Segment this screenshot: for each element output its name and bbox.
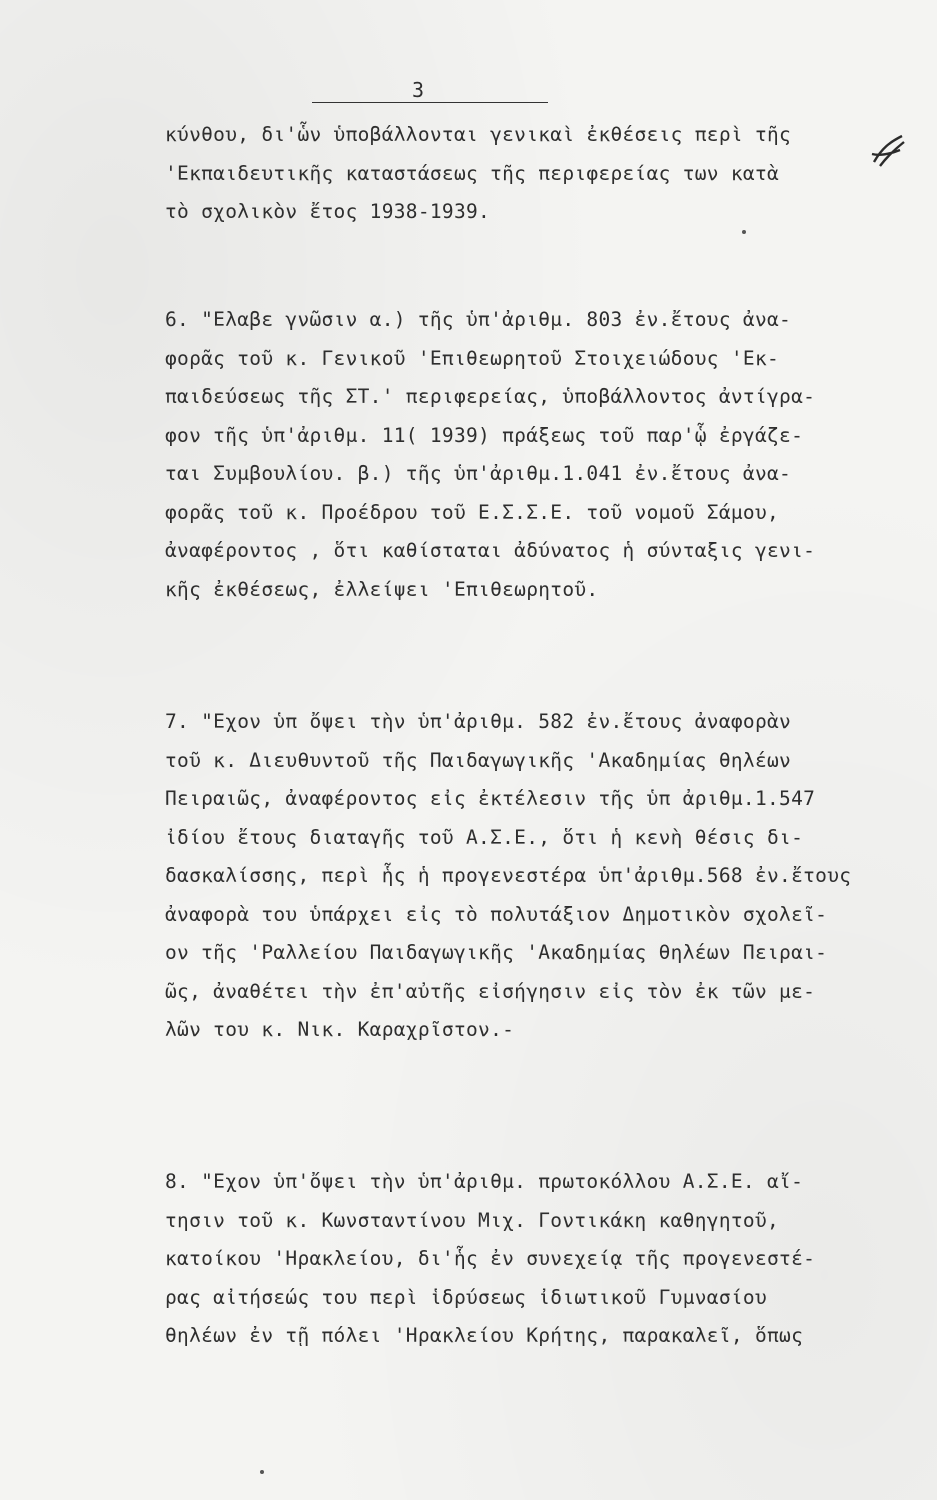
text-line: 6. "Ελαβε γνῶσιν α.) τῆς ὑπ'ἀριθμ. 803 ἐν.ἔτους ἀνα- (165, 308, 792, 331)
text-line: φορᾶς τοῦ κ. Προέδρου τοῦ Ε.Σ.Σ.Ε. τοῦ νομοῦ Σάμου, (165, 500, 780, 524)
text-line: τησιν τοῦ κ. Κωνσταντίνου Μιχ. Γοντικάκη καθηγητοῦ, (165, 1208, 780, 1232)
text-line: ον τῆς 'Ραλλείου Παιδαγωγικῆς 'Ακαδημίας θηλέων Πειραι- (165, 941, 828, 964)
text-line: κατοίκου 'Ηρακλείου, δι'ἧς ἐν συνεχείᾳ τῆς προγενεστέ- (165, 1247, 816, 1270)
text-line: Πειραιῶς, ἀναφέροντος εἰς ἐκτέλεσιν τῆς ὑπ ἀριθμ.1.547 (165, 787, 816, 810)
header-rule (312, 102, 548, 103)
text-line: τοῦ κ. Διευθυντοῦ τῆς Παιδαγωγικῆς 'Ακαδημίας θηλέων (165, 748, 792, 772)
text-line: ἰδίου ἔτους διαταγῆς τοῦ Α.Σ.Ε., ὅτι ἡ κενὴ θέσις δι- (165, 825, 804, 849)
paragraph-item-8 (165, 1163, 905, 1356)
text-line: 'Εκπαιδευτικῆς καταστάσεως τῆς περιφερείας των κατὰ (165, 161, 780, 185)
page-number: 3 (412, 78, 425, 102)
text-line: ἀναφέροντος , ὅτι καθίσταται ἀδύνατος ἡ σύνταξις γενι- (165, 539, 816, 562)
page-header (312, 78, 548, 108)
text-line: λῶν του κ. Νικ. Καραχρῖστον.- (165, 1018, 515, 1041)
text-line: 8. "Εχον ὑπ'ὄψει τὴν ὑπ'ἀριθμ. πρωτοκόλλου Α.Σ.Ε. αἴ- (165, 1170, 804, 1193)
paragraph-continuation (165, 116, 905, 232)
text-line: ρας αἰτήσεώς του περὶ ἱδρύσεως ἰδιωτικοῦ Γυμνασίου (165, 1285, 767, 1309)
text-line: θηλέων ἐν τῇ πόλει 'Ηρακλείου Κρήτης, παρακαλεῖ, ὅπως (165, 1324, 804, 1347)
text-line: παιδεύσεως τῆς ΣΤ.' περιφερείας, ὑποβάλλοντος ἀντίγρα- (165, 385, 816, 408)
paragraph-item-6 (165, 301, 905, 609)
paragraph-item-7 (165, 703, 905, 1050)
text-line: ἀναφορὰ του ὑπάρχει εἰς τὸ πολυτάξιον Δημοτικὸν σχολεῖ- (165, 902, 828, 926)
text-line: ται Συμβουλίου. β.) τῆς ὑπ'ἀριθμ.1.041 ἐν.ἔτους ἀνα- (165, 462, 792, 485)
text-line: φορᾶς τοῦ κ. Γενικοῦ 'Επιθεωρητοῦ Στοιχειώδους 'Εκ- (165, 346, 780, 370)
text-line: κῆς ἐκθέσεως, ἐλλείψει 'Επιθεωρητοῦ. (165, 577, 599, 601)
text-line: ῶς, ἀναθέτει τὴν ἐπ'αὐτῆς εἰσήγησιν εἰς τὸν ἐκ τῶν με- (165, 979, 816, 1003)
text-line: φον τῆς ὑπ'ἀριθμ. 11( 1939) πράξεως τοῦ παρ'ᾧ ἐργάζε- (165, 423, 804, 447)
ink-speck (260, 1470, 264, 1474)
text-line: κύνθου, δι'ὧν ὑποβάλλονται γενικαὶ ἐκθέσεις περὶ τῆς (165, 123, 792, 146)
ink-speck (742, 230, 746, 234)
text-line: 7. "Εχον ὑπ ὄψει τὴν ὑπ'ἀριθμ. 582 ἐν.ἔτους ἀναφορὰν (165, 710, 792, 733)
text-line: τὸ σχολικὸν ἔτος 1938-1939. (165, 200, 491, 223)
handwritten-scribble (868, 132, 908, 172)
text-line: δασκαλίσσης, περὶ ἧς ἡ προγενεστέρα ὑπ'ἀριθμ.568 ἐν.ἔτους (165, 864, 852, 887)
